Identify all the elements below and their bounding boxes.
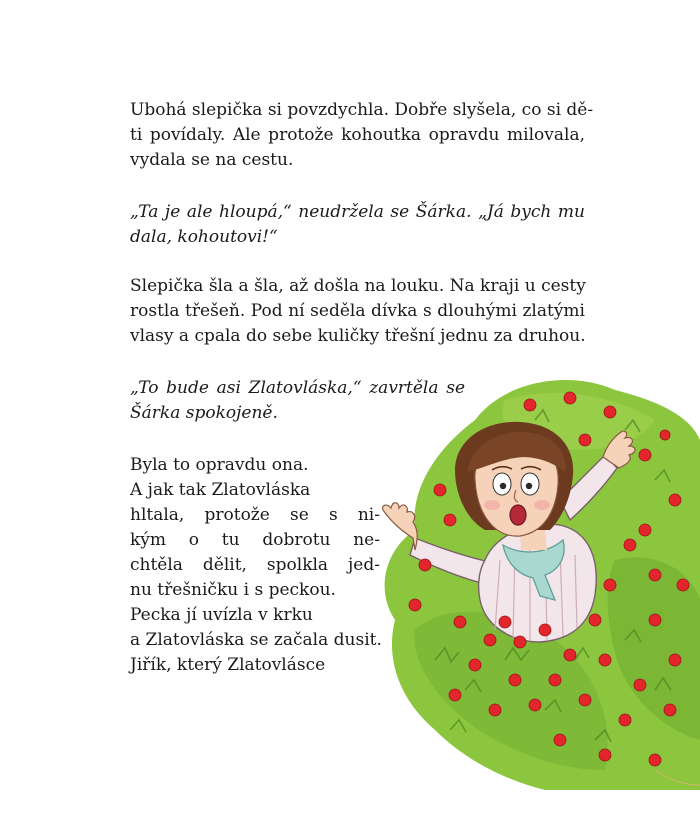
text-line: vydala se na cestu. <box>130 150 294 170</box>
text-line: dala, kohoutovi!“ <box>130 227 278 247</box>
text-line: a Zlatovláska se začala dusit. <box>130 630 382 650</box>
text-line: Jiřík, který Zlatovlásce <box>130 655 326 675</box>
text-line: „To bude asi Zlatovláska,“ zavrtěla se <box>130 378 465 398</box>
text-line: chtěla dělit, spolkla jed- <box>130 555 380 575</box>
text-line: Šárka spokojeně. <box>130 403 278 423</box>
text-line: Slepička šla a šla, až došla na louku. Na kraji u cesty <box>130 276 586 296</box>
cherry-bush-illustration <box>355 360 700 790</box>
paragraph-sarka-comment <box>130 200 585 250</box>
text-line: A jak tak Zlatovláska <box>130 480 311 500</box>
text-line: ti povídaly. Ale protože kohoutka opravdu milovala, <box>130 125 585 145</box>
paragraph-hen-sets-off <box>130 98 594 173</box>
text-line: hltala, protože se s ni- <box>130 505 380 525</box>
paragraph-choking <box>130 453 380 678</box>
text-line: vlasy a cpala do sebe kuličky třešní jednu za druhou. <box>130 326 586 346</box>
text-line: Ubohá slepička si povzdychla. Dobře slyšela, co si dě- <box>130 100 594 120</box>
text-line: „Ta je ale hloupá,“ neudržela se Šárka. „Já bych mu <box>130 202 585 222</box>
text-line: Byla to opravdu ona. <box>130 455 309 475</box>
text-line: rostla třešeň. Pod ní seděla dívka s dlouhými zlatými <box>130 301 585 321</box>
text-line: kým o tu dobrotu ne- <box>130 530 380 550</box>
paragraph-meadow <box>130 274 585 349</box>
text-line: Pecka jí uvízla v krku <box>130 605 313 625</box>
text-line: nu třešničku i s peckou. <box>130 580 336 600</box>
